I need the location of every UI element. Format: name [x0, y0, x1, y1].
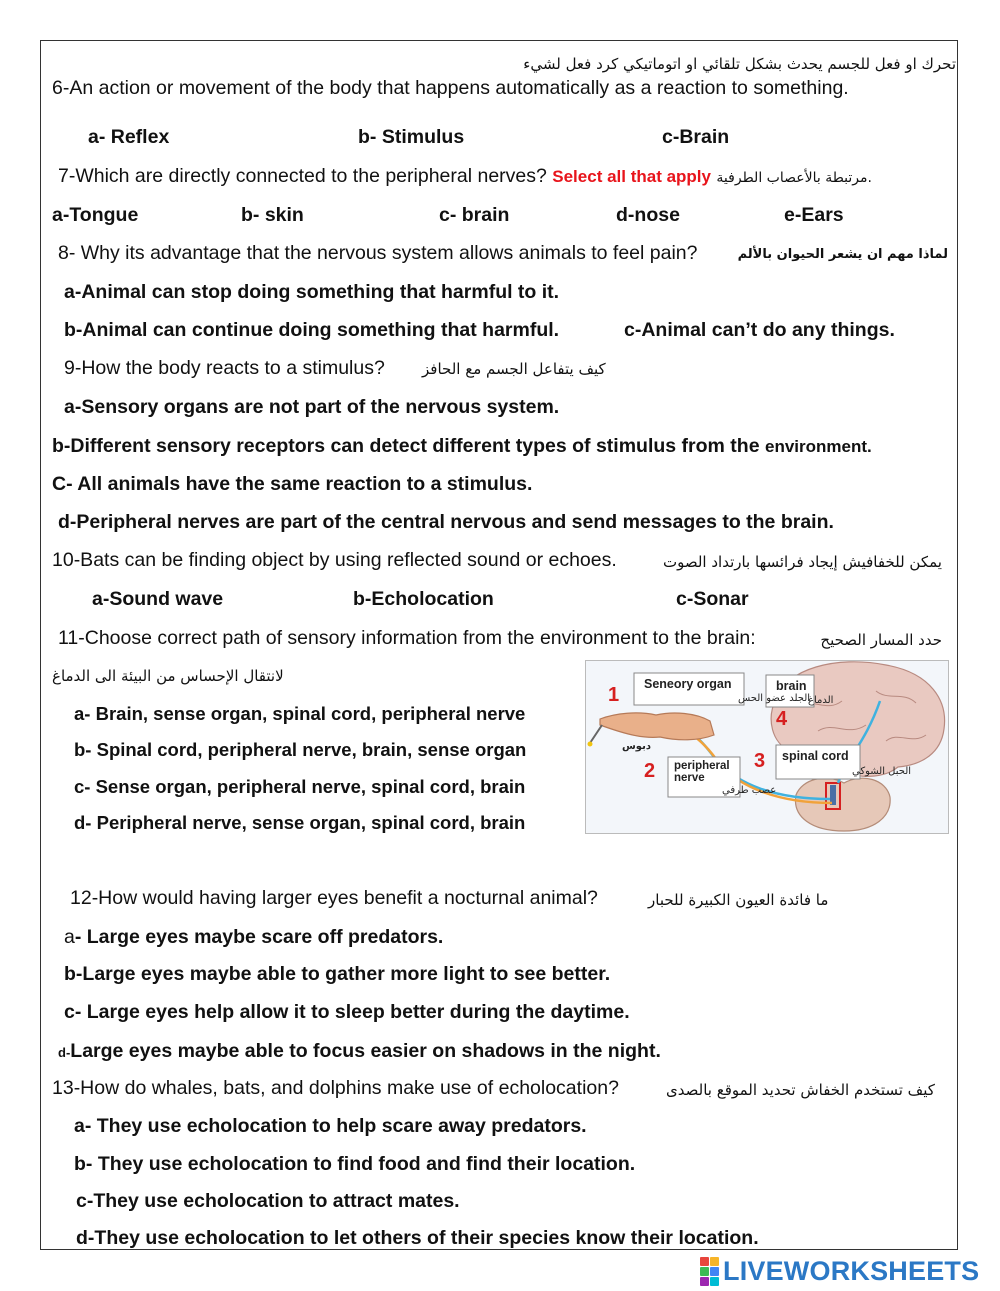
pin-head-icon: [588, 742, 593, 747]
pin-icon: [590, 725, 602, 743]
q6-arabic: تحرك او فعل للجسم يحدث بشكل تلقائي او اتوماتيكي كرد فعل لشيء: [523, 55, 956, 73]
liveworksheets-grid-icon: [700, 1257, 719, 1286]
q13-arabic: كيف تستخدم الخفاش تحديد الموقع بالصدى: [666, 1081, 935, 1099]
q7-option-a[interactable]: a-Tongue: [52, 204, 139, 226]
q12-option-d-line[interactable]: [58, 1039, 661, 1065]
q11-question: 11-Choose correct path of sensory information from the environment to the brain:: [58, 627, 756, 649]
spinal-cord-section: [795, 778, 890, 831]
q10-option-b[interactable]: b-Echolocation: [353, 588, 494, 610]
label-peripheral-nerve-arabic: عصب طرفي: [722, 785, 777, 796]
q12-arabic: ما فائدة العيون الكبيرة للحبار: [648, 891, 829, 909]
q8-option-b[interactable]: b-Animal can continue doing something that harmful.: [64, 319, 560, 341]
label-spinal-cord-arabic: الحبل الشوكي: [852, 766, 912, 777]
q12-option-a: - Large eyes maybe scare off predators.: [74, 926, 444, 948]
label-spinal-cord: spinal cord: [782, 749, 849, 763]
logo-square-4: [710, 1267, 719, 1276]
label-peripheral: peripheral: [674, 760, 730, 772]
q9-option-b-line[interactable]: [52, 434, 872, 459]
hand-shape: [600, 713, 714, 740]
q10-arabic: يمكن للخفافيش إيجاد فرائسها بارتداد الصوت: [662, 553, 942, 571]
q7-question: 7-Which are directly connected to the peripheral nerves?: [58, 165, 547, 187]
q12-question: 12-How would having larger eyes benefit a nocturnal animal?: [70, 887, 598, 909]
q12-option-a-prefix: a: [64, 926, 75, 948]
label-number-1: 1: [608, 684, 620, 706]
label-number-2: 2: [644, 760, 656, 782]
q12-option-c[interactable]: c- Large eyes help allow it to sleep better during the daytime.: [64, 1001, 630, 1023]
q8-question: 8- Why its advantage that the nervous system allows animals to feel pain?: [58, 242, 698, 264]
q7-question-line: [58, 164, 872, 190]
sensory-pathway-illustration: [586, 661, 949, 834]
q8-arabic: لماذا مهم ان يشعر الحيوان بالألم: [737, 247, 948, 262]
q11-option-b[interactable]: b- Spinal cord, peripheral nerve, brain, sense organ: [74, 739, 527, 760]
logo-square-5: [700, 1277, 709, 1286]
q13-option-d[interactable]: d-They use echolocation to let others of their species know their location.: [76, 1227, 759, 1249]
logo-square-3: [700, 1267, 709, 1276]
q7-option-e[interactable]: e-Ears: [784, 204, 844, 226]
liveworksheets-logo-text: LIVEWORKSHEETS: [723, 1255, 980, 1286]
q7-select-all: Select all that apply: [552, 167, 711, 186]
logo-square-6: [710, 1277, 719, 1286]
liveworksheets-logo[interactable]: [700, 1256, 979, 1286]
q13-question: 13-How do whales, bats, and dolphins make use of echolocation?: [52, 1077, 619, 1099]
q6-question: 6-An action or movement of the body that happens automatically as a reaction to something.: [52, 77, 849, 99]
label-number-3: 3: [754, 750, 766, 772]
q6-option-b[interactable]: b- Stimulus: [358, 126, 465, 148]
q9-option-c[interactable]: C- All animals have the same reaction to a stimulus.: [52, 473, 533, 495]
q11-arabic-2: لانتقال الإحساس من البيئة الى الدماغ: [52, 667, 284, 685]
label-number-4: 4: [776, 708, 788, 730]
label-brain: brain: [776, 679, 807, 693]
label-sensory-organ-arabic: الجلد عضو الحس: [738, 693, 811, 704]
logo-square-1: [700, 1257, 709, 1266]
logo-square-2: [710, 1257, 719, 1266]
q9-question: 9-How the body reacts to a stimulus?: [64, 357, 385, 379]
q11-option-a[interactable]: a- Brain, sense organ, spinal cord, peripheral nerve: [74, 703, 526, 724]
q9-option-d[interactable]: d-Peripheral nerves are part of the central nervous and send messages to the brain.: [58, 511, 834, 533]
q8-option-a[interactable]: a-Animal can stop doing something that harmful to it.: [64, 281, 560, 303]
q12-option-d: Large eyes maybe able to focus easier on shadows in the night.: [70, 1040, 661, 1062]
sensory-pathway-figure: [585, 660, 949, 834]
q7-arabic: .مرتبطة بالأعصاب الطرفية: [716, 170, 872, 186]
label-brain-arabic: الدماغ: [808, 695, 834, 706]
q9-arabic: كيف يتفاعل الجسم مع الحافز: [422, 360, 606, 378]
q13-option-a[interactable]: a- They use echolocation to help scare away predators.: [74, 1115, 587, 1137]
q10-question: 10-Bats can be finding object by using reflected sound or echoes.: [52, 549, 617, 571]
q9-option-b-end: environment.: [764, 437, 872, 456]
q6-option-a[interactable]: a- Reflex: [88, 126, 170, 148]
q11-option-c[interactable]: c- Sense organ, peripheral nerve, spinal cord, brain: [74, 776, 526, 797]
q12-option-d-prefix: d-: [58, 1045, 71, 1060]
label-nerve: nerve: [674, 772, 705, 784]
q12-option-b[interactable]: b-Large eyes maybe able to gather more light to see better.: [64, 963, 611, 985]
q13-option-b[interactable]: b- They use echolocation to find food and find their location.: [74, 1153, 636, 1175]
label-sensory-organ: Seneory organ: [644, 677, 732, 691]
q12-option-a-line[interactable]: [64, 925, 443, 949]
q13-option-c[interactable]: c-They use echolocation to attract mates.: [76, 1190, 460, 1212]
q6-option-c[interactable]: c-Brain: [662, 126, 730, 148]
q7-option-d[interactable]: d-nose: [616, 204, 680, 226]
q7-option-b[interactable]: b- skin: [241, 204, 304, 226]
q9-option-a[interactable]: a-Sensory organs are not part of the nervous system.: [64, 396, 560, 418]
q7-option-c[interactable]: c- brain: [439, 204, 510, 226]
q8-option-c[interactable]: c-Animal can’t do any things.: [624, 319, 895, 341]
q11-option-d[interactable]: d- Peripheral nerve, sense organ, spinal cord, brain: [74, 812, 526, 833]
q9-option-b: b-Different sensory receptors can detect different types of stimulus from the: [52, 435, 760, 457]
q10-option-a[interactable]: a-Sound wave: [92, 588, 224, 610]
label-pin-arabic: دبوس: [622, 741, 651, 752]
q10-option-c[interactable]: c-Sonar: [676, 588, 749, 610]
q11-arabic-1: حدد المسار الصحيح: [820, 631, 942, 649]
